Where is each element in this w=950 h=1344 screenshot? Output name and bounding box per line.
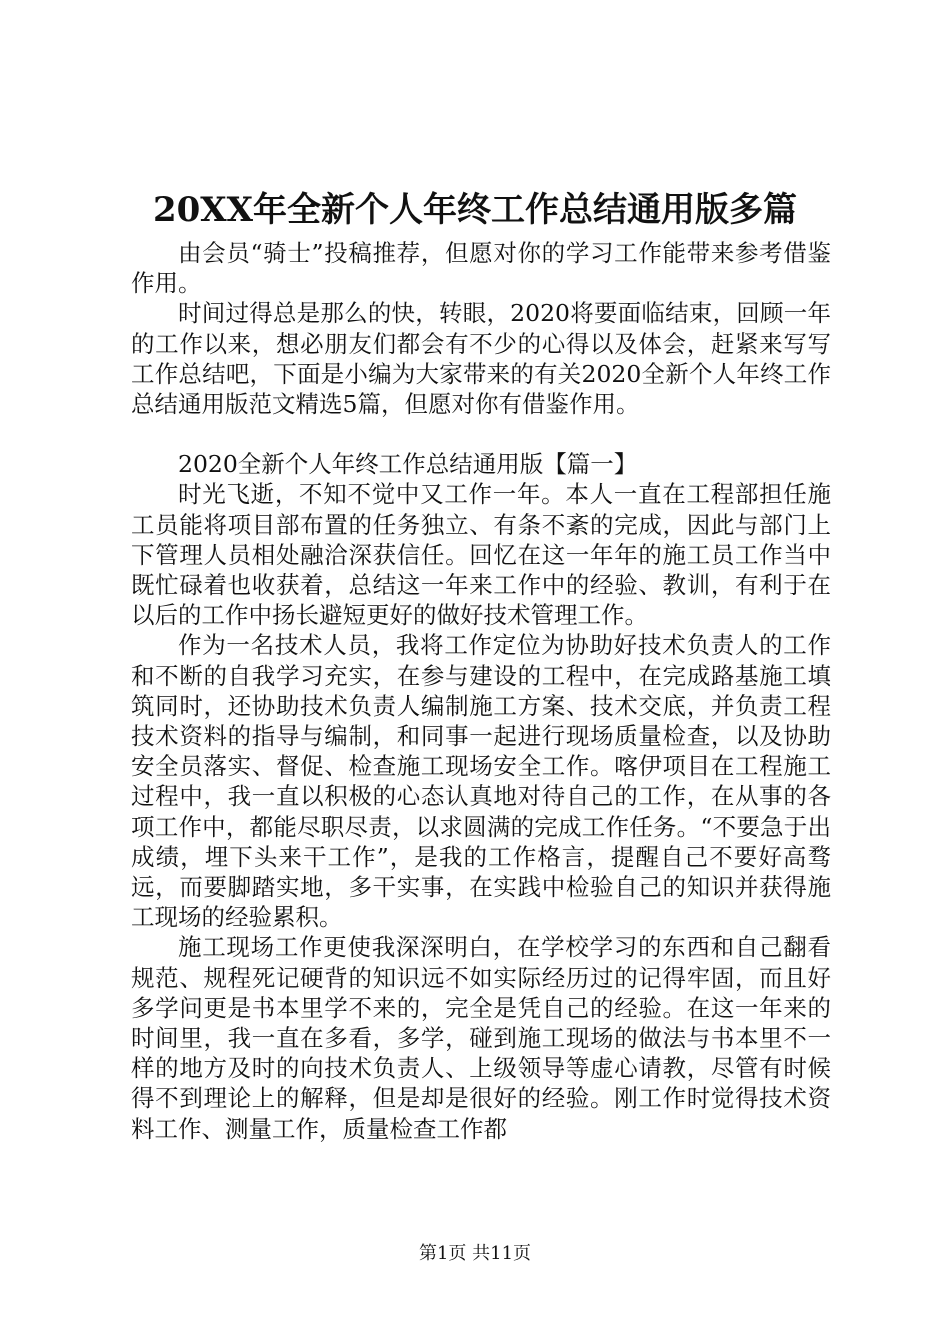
- section-paragraph-3: 施工现场工作更使我深深明白，在学校学习的东西和自己翻看规范、规程死记硬背的知识远不如实际经历过的记得牢固，而且好多学问更是书本里学不来的，完全是凭自己的经验。在这一年来的时间里，我一直在多看，多学，碰到施工现场的做法与书本里不一样的地方及时的向技术负责人、上级领导等虚心请教，尽管有时候得不到理论上的解释，但是却是很好的经验。刚工作时觉得技术资料工作、测量工作，质量检查工作都: [131, 933, 831, 1143]
- section-paragraph-2: 作为一名技术人员，我将工作定位为协助好技术负责人的工作和不断的自我学习充实，在参与建设的工程中，在完成路基施工填筑同时，还协助技术负责人编制施工方案、技术交底，并负责工程技术资料的指导与编制，和同事一起进行现场质量检查，以及协助安全员落实、督促、检查施工现场安全工作。喀伊项目在工程施工过程中，我一直以积极的心态认真地对待自己的工作，在从事的各项工作中，都能尽职尽责，以求圆满的完成工作任务。“不要急于出成绩，埋下头来干工作”，是我的工作格言，提醒自己不要好高骛远，而要脚踏实地，多干实事，在实践中检验自己的知识并获得施工现场的经验累积。: [131, 631, 831, 932]
- document-title: 20XX年全新个人年终工作总结通用版多篇: [152, 190, 798, 230]
- page-footer: 第1页 共11页: [418, 1243, 532, 1264]
- intro-paragraph-2: 时间过得总是那么的快，转眼，2020将要面临结束，回顾一年的工作以来，想必朋友们都会有不少的心得以及体会，赶紧来写写工作总结吧，下面是小编为大家带来的有关2020全新个人年终工作总结通用版范文精选5篇，但愿对你有借鉴作用。: [131, 299, 831, 419]
- document-body: [131, 238, 831, 1144]
- intro-paragraph-1: 由会员“骑士”投稿推荐，但愿对你的学习工作能带来参考借鉴作用。: [131, 239, 831, 298]
- section-heading: 2020全新个人年终工作总结通用版【篇一】: [178, 450, 638, 479]
- section-paragraph-1: 时光飞逝，不知不觉中又工作一年。本人一直在工程部担任施工员能将项目部布置的任务独立、有条不紊的完成，因此与部门上下管理人员相处融洽深获信任。回忆在这一年年的施工员工作当中既忙碌着也收获着，总结这一年来工作中的经验、教训，有利于在以后的工作中扬长避短更好的做好技术管理工作。: [131, 480, 831, 630]
